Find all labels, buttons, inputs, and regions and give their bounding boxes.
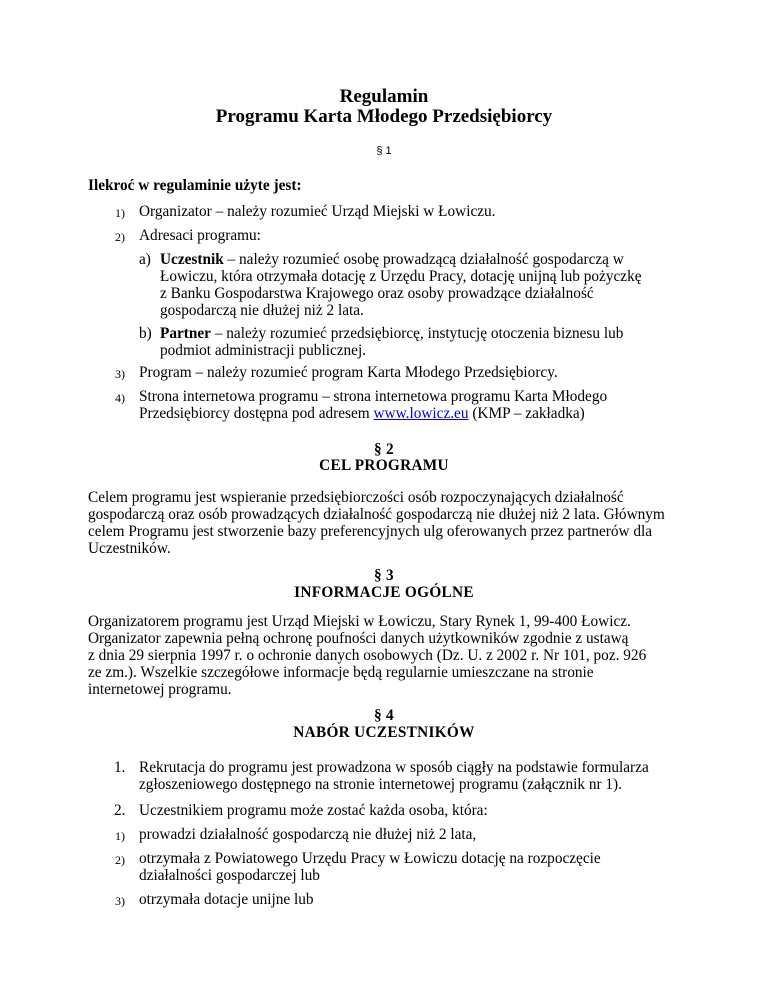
- s4-item-1-number: 1): [115, 829, 125, 843]
- s4-item-2-number: 2): [115, 853, 125, 867]
- s3-line-1: Organizatorem programu jest Urząd Miejski w Łowiczu, Stary Rynek 1, 99-400 Łowicz.: [88, 613, 631, 630]
- s1-item-4-line-2: [139, 405, 585, 423]
- s4-item-3-number: 3): [115, 894, 125, 908]
- s3-line-4: ze zm.). Wszelkie szczegółowe informacje będą regularnie umieszczane na stronie: [88, 664, 594, 681]
- document-title-line-1: Regulamin: [339, 86, 429, 107]
- section-4-heading: NABÓR UCZESTNIKÓW: [293, 724, 475, 741]
- sub-item-b-line-1: [160, 325, 623, 343]
- s4-point-1-line-1: Rekrutacja do programu jest prowadzona w sposób ciągły na podstawie formularza: [139, 759, 649, 776]
- term-uczestnik: Uczestnik: [160, 251, 224, 268]
- website-link[interactable]: www.lowicz.eu: [373, 405, 469, 422]
- sub-item-b-letter: b): [139, 325, 152, 342]
- sub-item-a-line-2: Łowiczu, która otrzymała dotację z Urzędu Pracy, dotację unijną lub pożyczkę: [160, 268, 642, 285]
- s2-line-4: Uczestników.: [88, 540, 171, 557]
- section-2-label: § 2: [373, 441, 395, 458]
- s4-point-2-number: 2.: [114, 802, 126, 819]
- s1-item-3-number: 3): [115, 367, 125, 381]
- s4-point-1-number: 1.: [114, 759, 126, 776]
- s2-line-2: gospodarczą oraz osób prowadzących działalność gospodarczą nie dłużej niż 2 lata. Głównym: [88, 506, 665, 523]
- sub-item-a-line-4: gospodarczą nie dłużej niż 2 lata.: [160, 302, 364, 319]
- s1-item-4-line-1: Strona internetowa programu – strona internetowa programu Karta Młodego: [139, 388, 608, 405]
- section-3-label: § 3: [373, 567, 395, 584]
- section-1-intro: Ilekroć w regulaminie użyte jest:: [88, 177, 302, 194]
- s3-line-5: internetowej programu.: [88, 681, 232, 698]
- s4-item-2-line-1: otrzymała z Powiatowego Urzędu Pracy w Łowiczu dotację na rozpoczęcie: [139, 850, 601, 867]
- s1-item-2-text: Adresaci programu:: [139, 227, 261, 244]
- document-title-line-2: Programu Karta Młodego Przedsiębiorcy: [215, 106, 553, 127]
- s1-item-4-suffix: (KMP – zakładka): [468, 405, 585, 422]
- s4-item-1-line-1: prowadzi działalność gospodarczą nie dłużej niż 2 lata,: [139, 826, 477, 843]
- section-1-label: § 1: [376, 145, 392, 157]
- s1-item-4-number: 4): [115, 391, 125, 405]
- sub-item-b-text: – należy rozumieć przedsiębiorcę, instytucję otoczenia biznesu lub: [210, 325, 624, 342]
- sub-item-a-text: – należy rozumieć osobę prowadzącą działalność gospodarczą w: [223, 251, 624, 268]
- s1-item-3-text: Program – należy rozumieć program Karta Młodego Przedsiębiorcy.: [139, 364, 558, 381]
- section-2-heading: CEL PROGRAMU: [319, 457, 449, 474]
- s1-item-1-text: Organizator – należy rozumieć Urząd Miejski w Łowiczu.: [139, 203, 496, 220]
- s1-item-1-number: 1): [115, 206, 125, 220]
- sub-item-a-letter: a): [139, 251, 151, 268]
- s1-item-4-text: Przedsiębiorcy dostępna pod adresem: [139, 405, 374, 422]
- sub-item-a-line-1: [160, 251, 624, 269]
- section-4-label: § 4: [373, 707, 395, 724]
- s3-line-3: z dnia 29 sierpnia 1997 r. o ochronie danych osobowych (Dz. U. z 2002 r. Nr 101, poz. 926: [88, 647, 647, 664]
- s4-point-1-line-2: zgłoszeniowego dostępnego na stronie internetowej programu (załącznik nr 1).: [139, 776, 622, 793]
- s4-item-2-line-2: działalności gospodarczej lub: [139, 867, 320, 884]
- sub-item-a-line-3: z Banku Gospodarstwa Krajowego oraz osoby prowadzące działalność: [160, 285, 594, 302]
- s3-line-2: Organizator zapewnia pełną ochronę poufności danych użytkowników zgodnie z ustawą: [88, 630, 629, 647]
- s2-line-1: Celem programu jest wspieranie przedsiębiorczości osób rozpoczynających działalność: [88, 489, 624, 506]
- term-partner: Partner: [160, 325, 211, 342]
- s4-point-2-line-1: Uczestnikiem programu może zostać każda osoba, która:: [139, 802, 488, 819]
- s2-line-3: celem Programu jest stworzenie bazy preferencyjnych ulg oferowanych przez partnerów dla: [88, 523, 653, 540]
- sub-item-b-line-2: podmiot administracji publicznej.: [160, 342, 367, 359]
- s1-item-2-number: 2): [115, 230, 125, 244]
- s4-item-3-line-1: otrzymała dotacje unijne lub: [139, 891, 314, 908]
- section-3-heading: INFORMACJE OGÓLNE: [294, 584, 474, 601]
